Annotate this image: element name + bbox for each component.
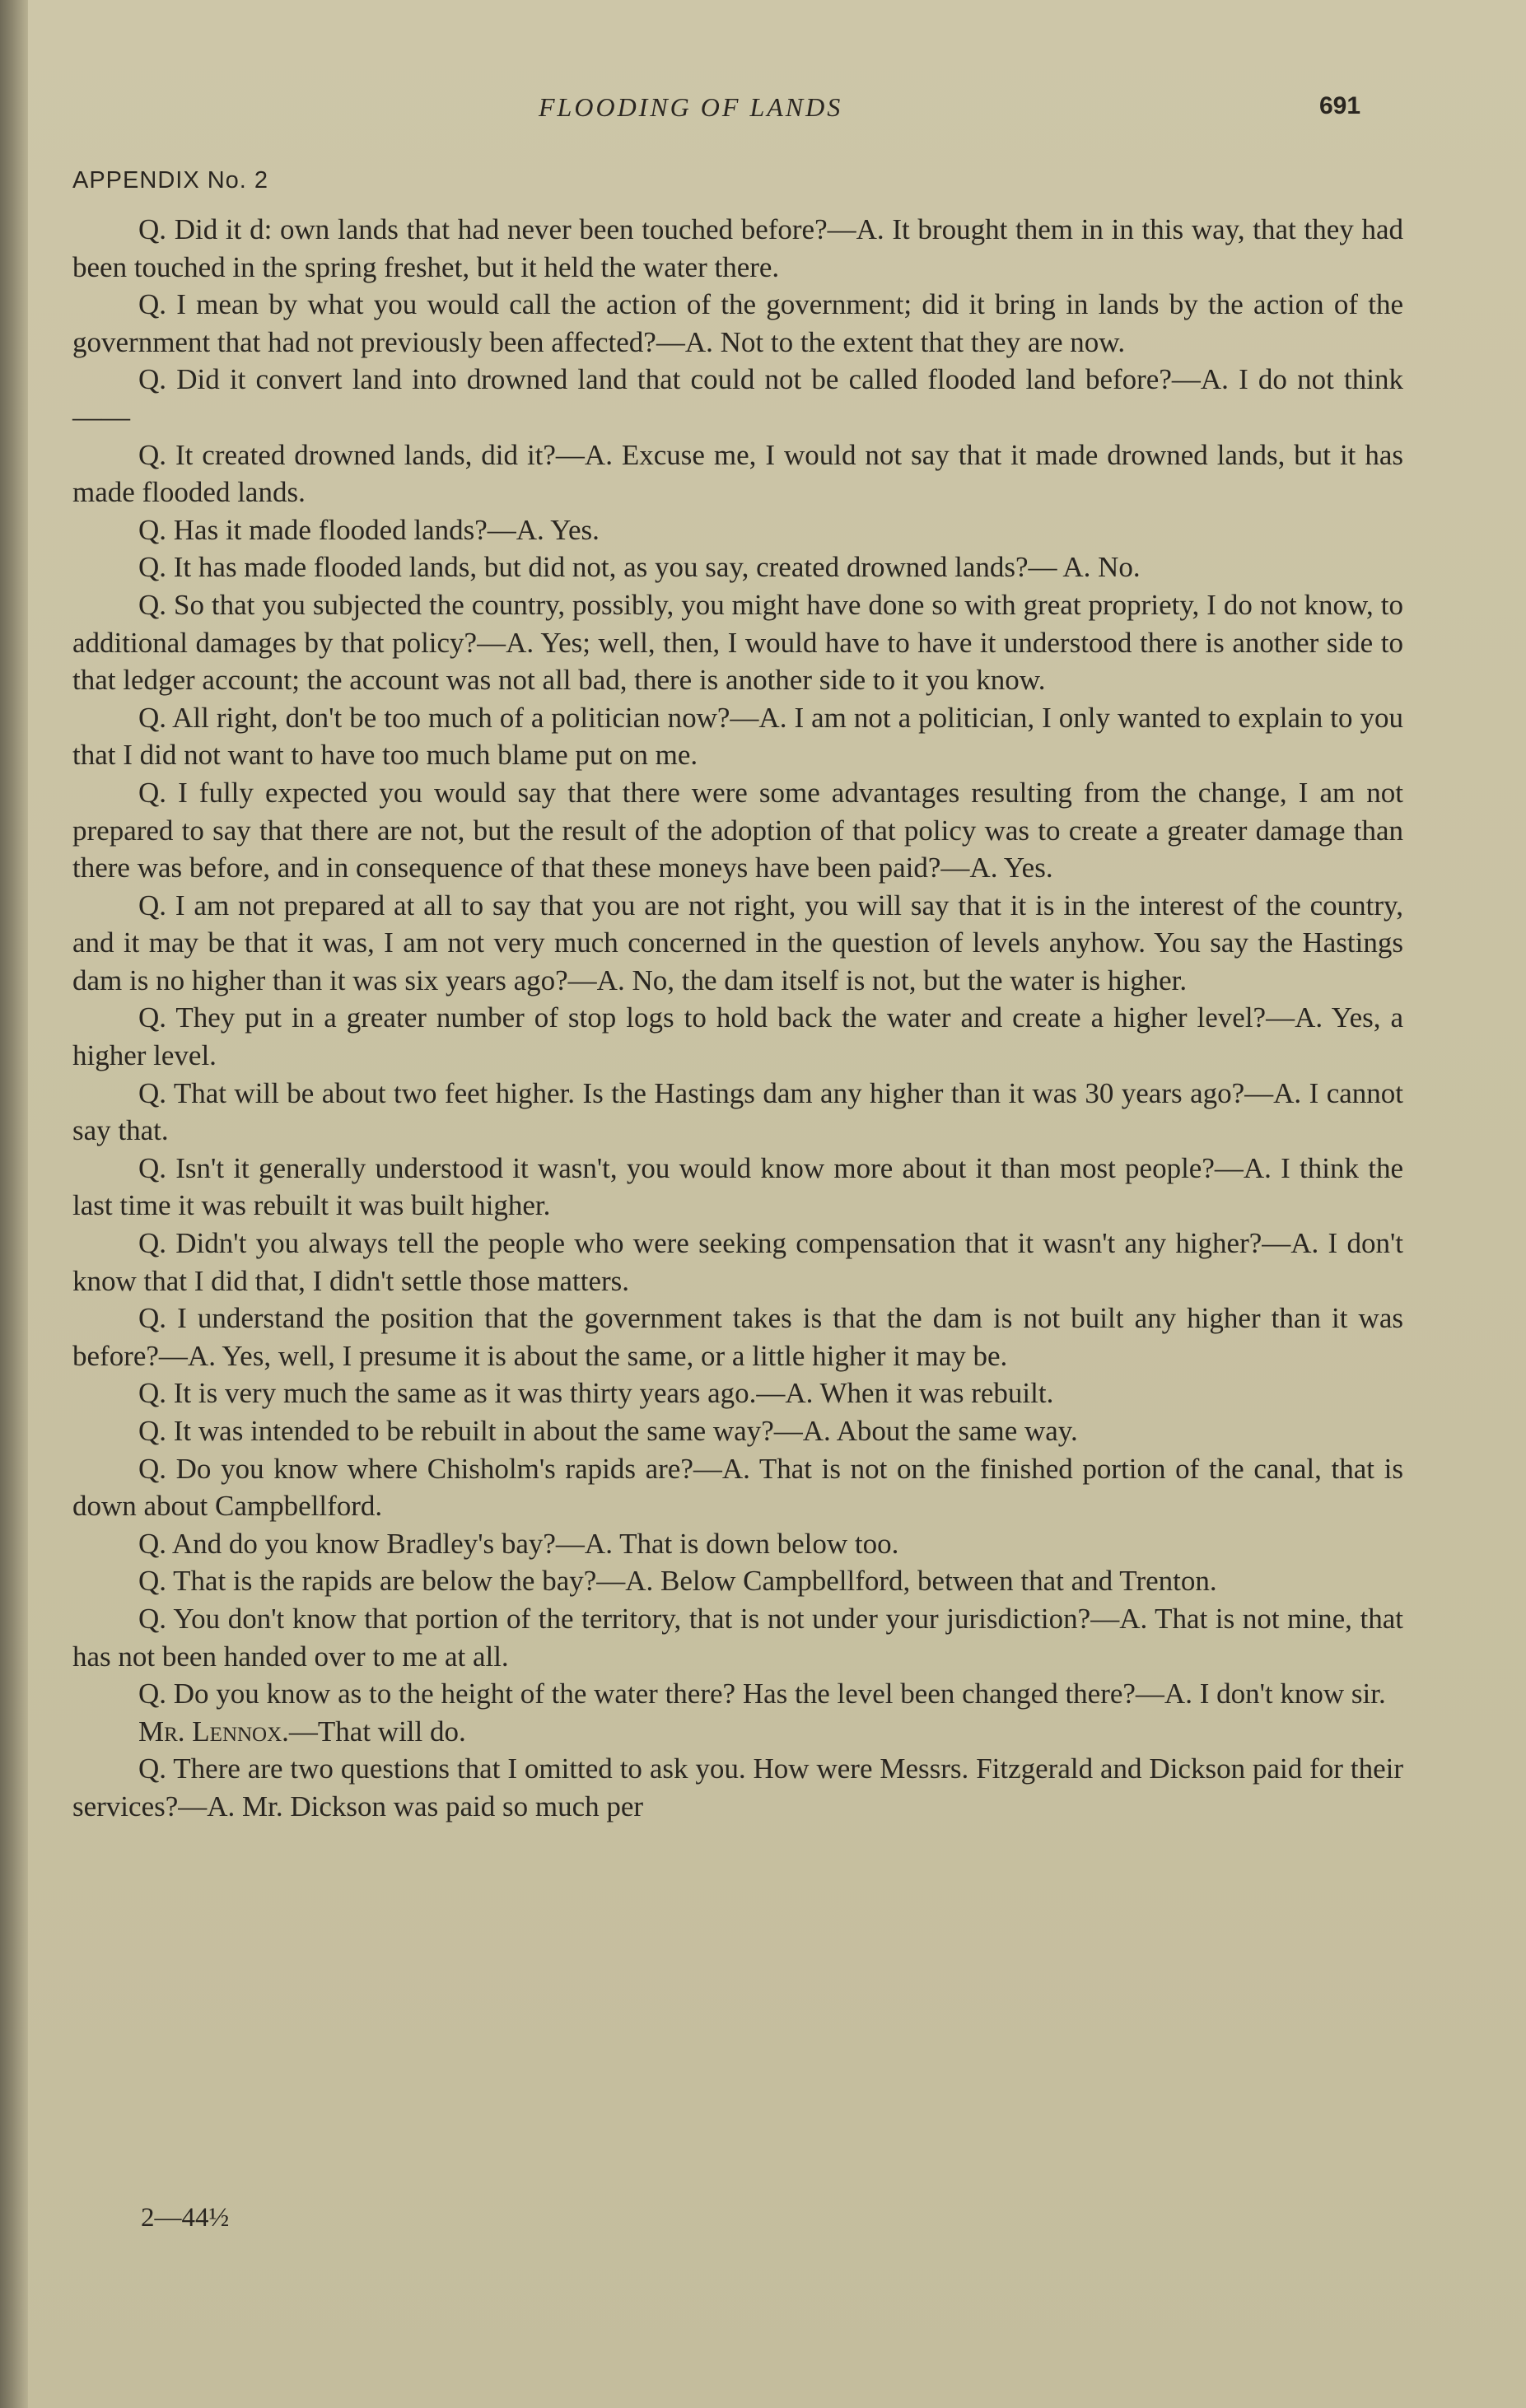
testimony-text [72, 211, 1403, 1826]
paragraph: Q. Isn't it generally understood it wasn't, you would know more about it than most people?—A. I think the last time it was rebuilt it was built higher. [72, 1151, 1403, 1222]
document-page [28, 0, 1526, 2408]
paragraph: Q. I mean by what you would call the action of the government; did it bring in lands by the action of the government that had not previously been affected?—A. Not to the extent that they are now. [72, 288, 1403, 358]
running-title: FLOODING OF LANDS [539, 92, 843, 122]
paragraph: Q. It created drowned lands, did it?—A. Excuse me, I would not say that it made drowned lands, but it has made flooded lands. [72, 438, 1403, 509]
paragraph: Q. There are two questions that I omitted to ask you. How were Messrs. Fitzgerald and Dickson paid for their services?—A. Mr. Dickson was paid so much per [72, 1752, 1403, 1822]
paragraph: Q. Did it convert land into drowned land that could not be called flooded land before?—A. I do not think—— [72, 363, 1403, 433]
speaker-paragraph [72, 1713, 1403, 1751]
paragraph: Q. They put in a greater number of stop logs to hold back the water and create a higher level?—A. Yes, a higher level. [72, 1001, 1403, 1072]
paragraph: Q. Didn't you always tell the people who were seeking compensation that it wasn't any higher?—A. I don't know that I did that, I didn't settle those matters. [72, 1227, 1403, 1297]
book-spine [0, 0, 28, 2408]
paragraph: Q. That is the rapids are below the bay?—A. Below Campbellford, between that and Trenton. [138, 1565, 1217, 1598]
paragraph: Q. So that you subjected the country, possibly, you might have done so with great propriety, I do not know, to additional damages by that policy?—A. Yes; well, then, I would have to have it understood there is another side to that ledger account; the account was not all bad, there is another side to it you know. [72, 588, 1403, 697]
paragraph: Q. Do you know as to the height of the water there? Has the level been changed there?—A. I don't know sir. [138, 1678, 1386, 1710]
speaker-name: Mr. Lennox. [138, 1715, 289, 1748]
paragraph: Q. It has made flooded lands, but did not, as you say, created drowned lands?— A. No. [138, 551, 1141, 584]
printer-signature: 2—44½ [141, 2203, 230, 2233]
paragraph: Q. You don't know that portion of the territory, that is not under your jurisdiction?—A. That is not mine, that has not been handed over to me at all. [72, 1602, 1403, 1673]
paragraph: Q. And do you know Bradley's bay?—A. That is down below too. [138, 1527, 899, 1560]
page-header [28, 92, 1526, 133]
paragraph: Q. It is very much the same as it was thirty years ago.—A. When it was rebuilt. [138, 1377, 1054, 1410]
paragraph: Q. It was intended to be rebuilt in about the same way?—A. About the same way. [138, 1415, 1078, 1447]
paragraph: Q. I am not prepared at all to say that you are not right, you will say that it is in the interest of the country, and it may be that it was, I am not very much concerned in the question of levels anyhow. You say the Hastings dam is no higher than it was six years ago?—A. No, the dam itself is not, but the water is higher. [72, 889, 1403, 996]
paragraph: Q. Do you know where Chisholm's rapids are?—A. That is not on the finished portion of the canal, that is down about Campbellford. [72, 1452, 1403, 1523]
appendix-label: APPENDIX No. 2 [72, 167, 269, 194]
speaker-text: —That will do. [288, 1715, 466, 1748]
paragraph: Q. All right, don't be too much of a politician now?—A. I am not a politician, I only wanted to explain to you that I did not want to have too much blame put on me. [72, 701, 1403, 772]
paragraph: Q. I fully expected you would say that there were some advantages resulting from the change, I am not prepared to say that there are not, but the result of the adoption of that policy was to create a greater damage than there was before, and in consequence of that these moneys have been paid?—A. Yes. [72, 776, 1403, 884]
paragraph: Q. Has it made flooded lands?—A. Yes. [138, 513, 600, 546]
paragraph: Q. Did it d: own lands that had never been touched before?—A. It brought them in in this way, that they had been touched in the spring freshet, but it held the water there. [72, 213, 1403, 283]
paragraph: Q. That will be about two feet higher. Is the Hastings dam any higher than it was 30 years ago?—A. I cannot say that. [72, 1076, 1403, 1147]
paragraph: Q. I understand the position that the government takes is that the dam is not built any higher than it was before?—A. Yes, well, I presume it is about the same, or a little higher it may be. [72, 1302, 1403, 1372]
page-number: 691 [1319, 92, 1361, 119]
